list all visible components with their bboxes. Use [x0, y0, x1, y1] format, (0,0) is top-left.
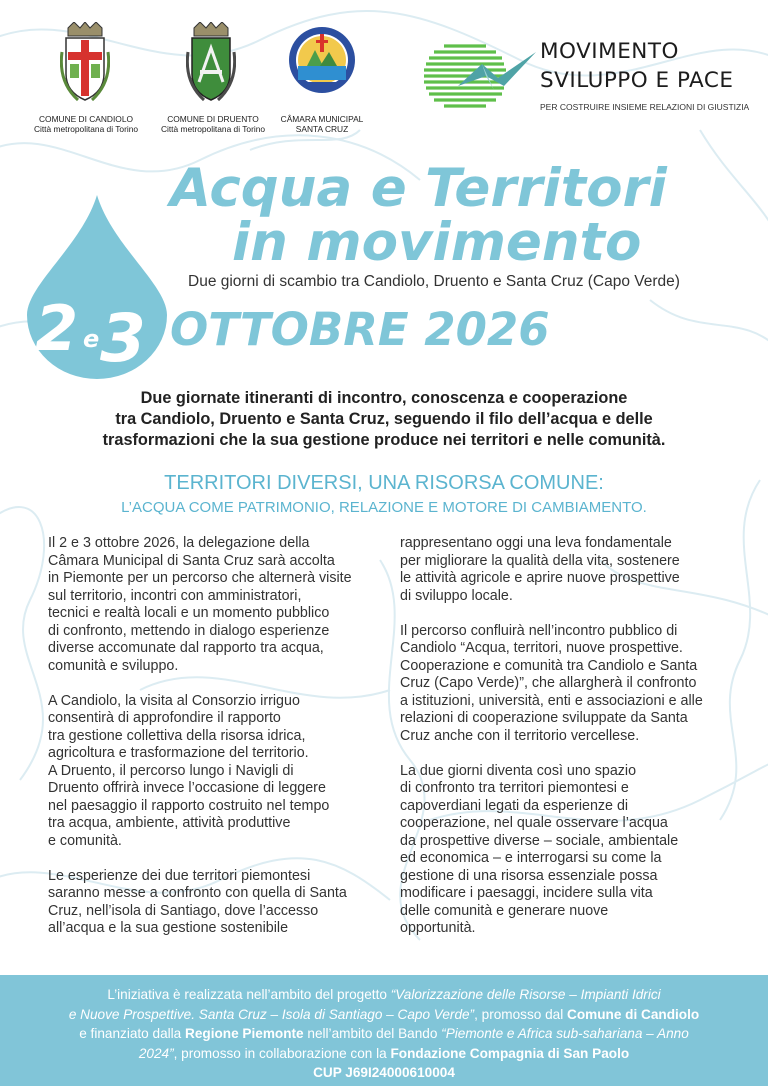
text-line: tra acqua, ambiente, attività produttive: [48, 815, 291, 831]
intro-line: tra Candiolo, Druento e Santa Cruz, seguendo il filo dell’acqua e delle: [115, 410, 653, 428]
santacruz-name: CÂMARA MUNICIPAL: [280, 114, 364, 124]
movimento-title-1: MOVIMENTO: [540, 39, 679, 64]
footer-fragment: , promosso dal: [474, 1006, 568, 1022]
left-column: [48, 535, 388, 955]
text-line: diverse accomunate dal rapporto tra acqua,: [48, 640, 324, 656]
intro-line: trasformazioni che la sua gestione produce nei territori e nelle comunità.: [102, 431, 666, 449]
text-line: Câmara Municipal di Santa Cruz sarà accolta: [48, 552, 335, 569]
footer-text: [0, 985, 768, 1083]
text-line: Il percorso confluirà nell’incontro pubblico di: [400, 622, 678, 639]
text-line: Le esperienze dei due territori piemontesi: [48, 867, 311, 884]
partner-name: Fondazione Compagnia di San Paolo: [390, 1045, 630, 1061]
text-line: tecnici e realtà locali e un momento pubblico: [48, 605, 330, 621]
intro-text: [40, 388, 728, 451]
green-shield-icon: [186, 22, 236, 104]
text-line: Druento offrirà invece l’occasione di leggere: [48, 780, 326, 796]
right-column: [400, 535, 745, 955]
candiolo-region: Città metropolitana di Torino: [33, 124, 139, 134]
text-line: relazioni di cooperazione sviluppate da Santa: [400, 710, 688, 726]
paragraph: [400, 623, 745, 746]
footer-line: [0, 1005, 768, 1025]
footer-fragment: L’iniziativa è realizzata nell’ambito del progetto: [107, 987, 391, 1002]
text-line: La due giorni diventa così uno spazio: [400, 762, 637, 779]
text-line: comunità e sviluppo.: [48, 657, 179, 674]
text-line: a istituzioni, università, enti e associazioni e alle: [400, 692, 703, 709]
movimento-tagline: PER COSTRUIRE INSIEME RELAZIONI DI GIUSTIZIA: [540, 102, 750, 112]
text-line: agricoltura e trasformazione del territorio.: [48, 745, 309, 761]
text-line: A Druento, il percorso lungo i Navigli di: [48, 762, 294, 779]
text-line: cooperazione, nel quale osservare l’acqua: [400, 815, 668, 831]
footer-line: [0, 985, 768, 1005]
circular-seal-icon: [287, 22, 357, 98]
text-line: da prospettive diverse – sociale, ambientale: [400, 832, 679, 849]
text-line: saranno messe a confronto con quella di Santa: [48, 885, 347, 901]
text-line: sul territorio, incontri con amministratori,: [48, 587, 302, 604]
druento-name: COMUNE DI DRUENTO: [167, 114, 259, 124]
text-line: rappresentano oggi una leva fondamentale: [400, 535, 672, 551]
headline-line-1: Acqua e Territori: [170, 158, 667, 219]
text-line: in Piemonte per un percorso che alternerà visite: [48, 570, 352, 586]
date-day-1: 2: [35, 292, 79, 365]
text-line: per migliorare la qualità della vita, sostenere: [400, 552, 680, 569]
date-conjunction: e: [83, 325, 100, 353]
text-line: consentirà di approfondire il rapporto: [48, 710, 281, 726]
movimento-title-2: SVILUPPO E PACE: [540, 68, 734, 93]
text-line: Cooperazione e comunità tra Candiolo e Santa: [400, 657, 698, 674]
footer-fragment: , promosso in collaborazione con la: [173, 1045, 391, 1061]
project-title-part: e Nuove Prospettive. Santa Cruz – Isola di Santiago – Capo Verde”: [68, 1006, 475, 1022]
footer-fragment: nell’ambito del Bando: [303, 1026, 442, 1041]
paragraph: [48, 535, 388, 675]
text-line: e comunità.: [48, 832, 122, 849]
date-day-2: 3: [100, 300, 146, 377]
paragraph: [400, 763, 745, 938]
druento-region: Città metropolitana di Torino: [160, 124, 266, 134]
footer-line: [0, 1024, 768, 1044]
footer-line: [0, 1044, 768, 1064]
promoter-name: Comune di Candiolo: [567, 1006, 700, 1022]
headline-subtitle: Due giorni di scambio tra Candiolo, Druento e Santa Cruz (Capo Verde): [188, 273, 680, 290]
candiolo-name: COMUNE DI CANDIOLO: [39, 114, 133, 124]
text-line: ed economica – e interrogarsi su come la: [400, 850, 662, 866]
text-line: nel paesaggio il rapporto costruito nel tempo: [48, 797, 330, 814]
text-line: opportunità.: [400, 920, 476, 936]
text-line: di sviluppo locale.: [400, 587, 513, 604]
text-line: modificare i paesaggi, incidere sulla vita: [400, 885, 653, 901]
headline-line-2: in movimento: [232, 212, 642, 273]
text-line: Cruz anche con il territorio vercellese.: [400, 727, 640, 744]
project-title-part: “Valorizzazione delle Risorse – Impianti Idrici: [390, 987, 661, 1002]
intro-line: Due giornate itineranti di incontro, conoscenza e cooperazione: [140, 389, 628, 407]
text-line: le attività agricole e aprire nuove prospettive: [400, 570, 680, 586]
text-line: Il 2 e 3 ottobre 2026, la delegazione della: [48, 535, 310, 551]
paragraph: [48, 693, 388, 851]
call-title-part: “Piemonte e Africa sub-sahariana – Anno: [441, 1026, 689, 1041]
text-line: di confronto tra territori piemontesi e: [400, 780, 629, 796]
funder-name: Regione Piemonte: [185, 1026, 304, 1041]
date-month-year: OTTOBRE 2026: [170, 303, 550, 356]
paragraph: [400, 535, 745, 605]
paragraph: [48, 868, 388, 938]
red-cross-shield-icon: [60, 22, 110, 104]
text-line: delle comunità e generare nuove: [400, 902, 609, 919]
text-line: Cruz (Capo Verde)”, che allargherà il confronto: [400, 675, 697, 691]
footer-fragment: e finanziato dalla: [79, 1026, 186, 1041]
bird-globe-icon: [424, 38, 536, 116]
section-title: TERRITORI DIVERSI, UNA RISORSA COMUNE:: [164, 472, 604, 494]
text-line: capoverdiani legati da esperienze di: [400, 797, 629, 814]
text-line: gestione di una risorsa essenziale possa: [400, 867, 658, 884]
section-subtitle: L’ACQUA COME PATRIMONIO, RELAZIONE E MOTORE DI CAMBIAMENTO.: [121, 499, 647, 516]
footer-line: [0, 1063, 768, 1083]
cup-code: CUP J69I24000610004: [313, 1065, 455, 1080]
text-line: tra gestione collettiva della risorsa idrica,: [48, 727, 306, 744]
text-line: Cruz, nell’isola di Santiago, dove l’accesso: [48, 902, 319, 919]
text-line: all’acqua e la sua gestione sostenibile: [48, 920, 289, 936]
text-line: di confronto, mettendo in dialogo esperienze: [48, 622, 330, 639]
text-line: Candiolo “Acqua, territori, nuove prospettive.: [400, 640, 683, 656]
santacruz-city: SANTA CRUZ: [295, 124, 349, 134]
text-line: A Candiolo, la visita al Consorzio irriguo: [48, 692, 300, 709]
call-title-part: 2024”: [138, 1045, 174, 1061]
